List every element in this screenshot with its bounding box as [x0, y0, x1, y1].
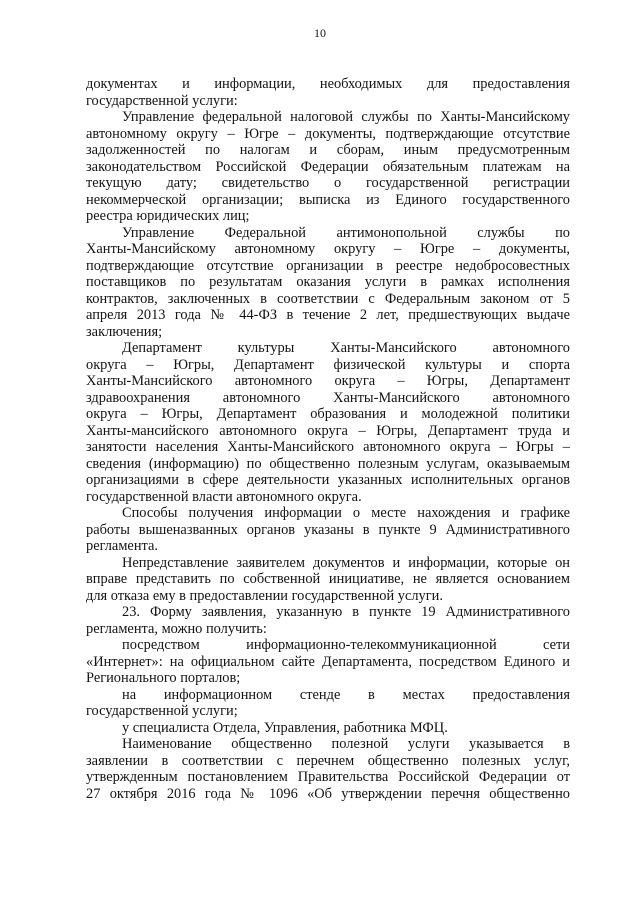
text-line: Ханты-Мансийского автономного округа – Югры, Департамент	[86, 373, 570, 389]
text-line: Способы получения информации о месте нахождения и графике	[122, 505, 570, 521]
text-line: «Интернет»: на официальном сайте Департамента, посредством Единого и	[86, 653, 570, 670]
text-line: документах и информации, необходимых для предоставления	[86, 76, 570, 92]
text-line: Наименование общественно полезной услуги указывается в	[122, 736, 570, 752]
text-line: Ханты-Мансийскому автономному округу – Югре – документы,	[86, 241, 570, 257]
text-line: утвержденным постановлением Правительства Российской Федерации от	[86, 769, 570, 785]
text-line: округа – Югры, Департамент образования и молодежной политики	[86, 406, 570, 422]
text-line: на информационном стенде в местах предоставления	[122, 686, 570, 703]
text-line: поставщиков по результатам оказания услуги в рамках исполнения	[86, 274, 570, 290]
text-line: задолженностей по налогам и сборам, иным предусмотренным	[86, 142, 570, 158]
text-line: 23. Форму заявления, указанную в пункте 19 Административного	[122, 604, 570, 620]
page-number: 10	[314, 26, 326, 40]
text-line: подтверждающие отсутствие организации в реестре недобросовестных	[86, 257, 570, 274]
text-line: Департамент культуры Ханты-Мансийского автономного	[122, 340, 570, 356]
text-line: занятости населения Ханты-Мансийского автономного округа – Югры –	[86, 439, 570, 455]
text-line: государственной услуги;	[86, 703, 238, 719]
text-line: заключения;	[86, 323, 163, 340]
text-line: Регионального порталов;	[86, 670, 241, 686]
text-line: регламента.	[86, 538, 158, 554]
text-line: вправе представить по собственной инициативе, не является основанием	[86, 571, 570, 587]
text-line: реестра юридических лиц;	[86, 208, 250, 224]
text-line: посредством информационно-телекоммуникационной сети	[122, 637, 570, 653]
text-line: регламента, можно получить:	[86, 620, 267, 637]
text-line: работы вышеназванных органов указаны в пункте 9 Административного	[86, 521, 570, 538]
text-line: текущую дату; свидетельство о государственной регистрации	[86, 175, 570, 191]
text-line: организациями в сфере деятельности указанных исполнительных органов	[86, 472, 570, 488]
text-line: государственной услуги:	[86, 92, 238, 109]
text-line: у специалиста Отдела, Управления, работника МФЦ.	[122, 719, 448, 736]
text-line: сведения (информацию) по общественно полезным услугам, оказываемым	[86, 455, 570, 472]
text-line: апреля 2013 года № 44-ФЗ в течение 2 лет, предшествующих выдаче	[86, 307, 570, 323]
text-line: Управление Федеральной антимонопольной службы по	[122, 224, 570, 241]
text-line: 27 октября 2016 года № 1096 «Об утверждении перечня общественно	[86, 785, 570, 802]
text-line: здравоохранения автономного Ханты-Мансийского автономного	[86, 389, 570, 406]
text-line: законодательством Российской Федерации обязательным платежам на	[86, 158, 570, 175]
text-line: заявлении в соответствии с перечнем общественно полезных услуг,	[86, 752, 570, 769]
text-line: контрактов, заключенных в соответствии с Федеральным законом от 5	[86, 290, 570, 307]
text-line: для отказа ему в предоставлении государственной услуги.	[86, 587, 443, 604]
text-line: Управление федеральной налоговой службы по Ханты-Мансийскому	[122, 109, 570, 125]
text-line: некоммерческой организации; выписка из Единого государственного	[86, 191, 570, 208]
text-line: Непредставление заявителем документов и информации, которые он	[122, 554, 570, 571]
text-line: государственной власти автономного округа.	[86, 488, 362, 505]
text-line: округа – Югры, Департамент физической культуры и спорта	[86, 356, 570, 373]
text-line: автономному округу – Югре – документы, подтверждающие отсутствие	[86, 125, 570, 142]
text-line: Ханты-мансийского автономного округа – Югры, Департамент труда и	[86, 422, 570, 439]
